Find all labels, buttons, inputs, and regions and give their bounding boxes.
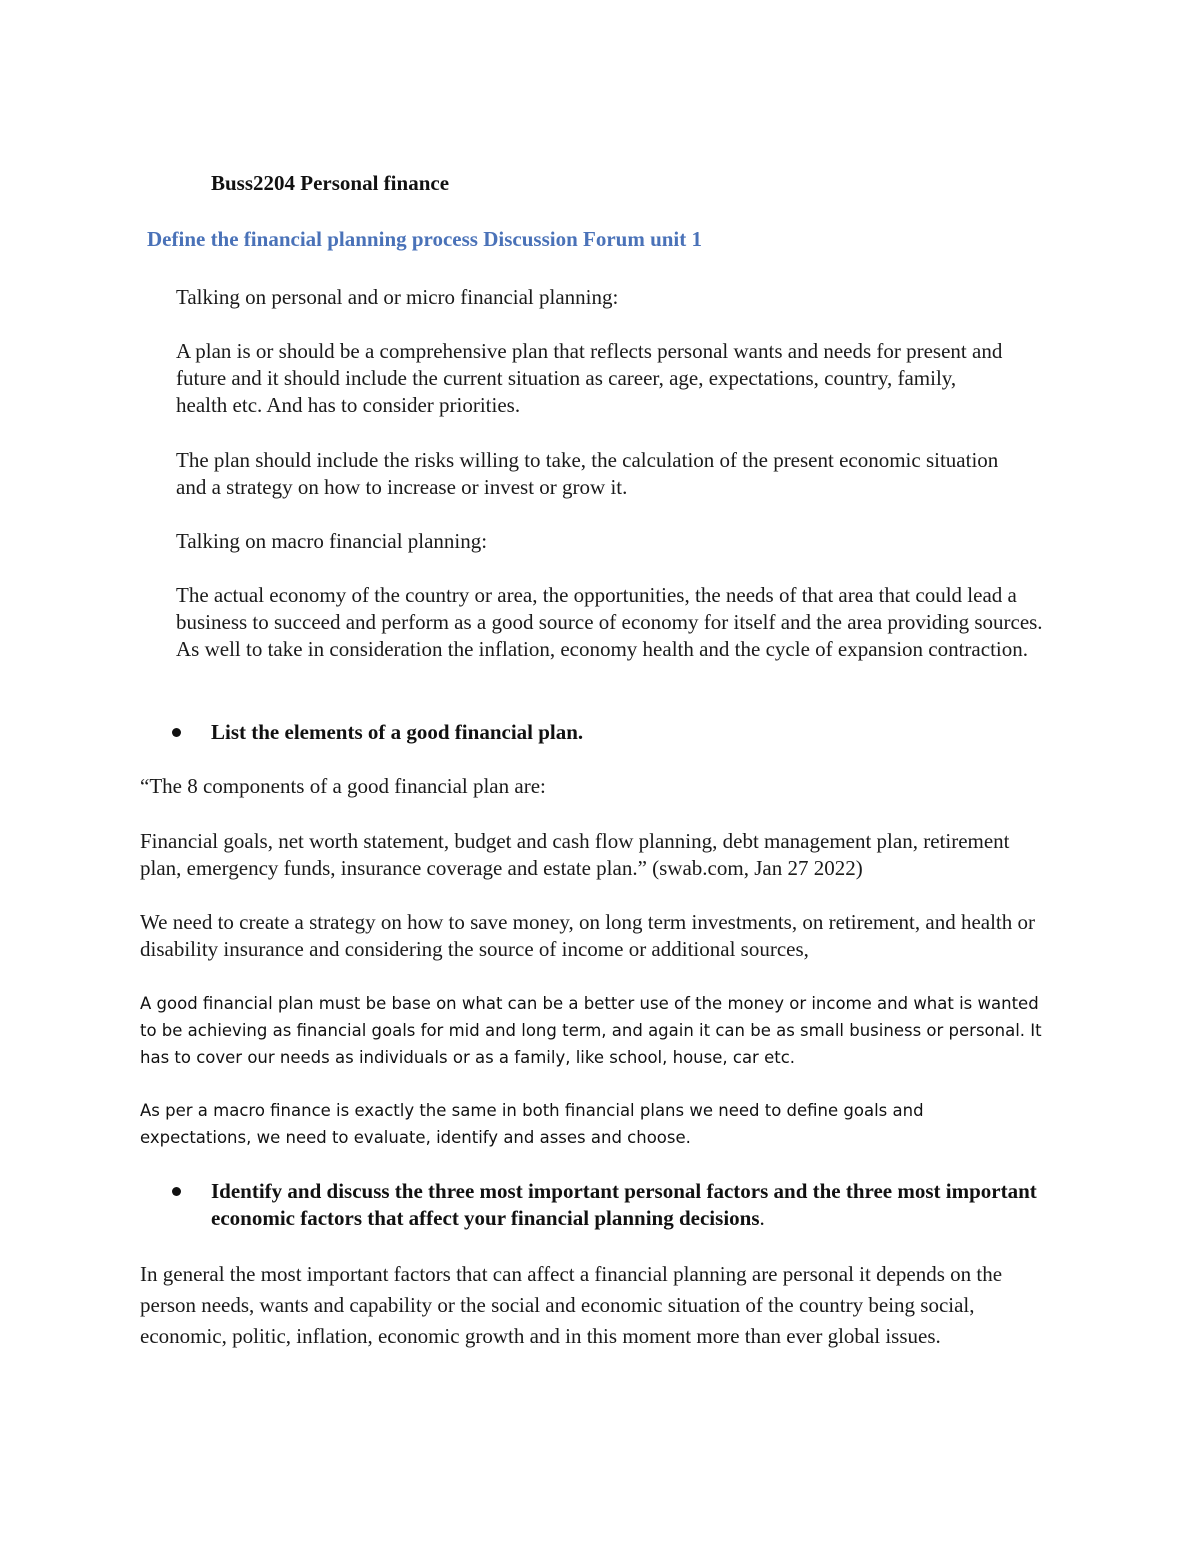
micro-paragraph-1: A plan is or should be a comprehensive plan that reflects personal wants and needs for present and future and it should include the current situation as career, age, expectations, country, family, health etc. And has to consider priorities.	[176, 339, 1003, 417]
factors-answer: In general the most important factors that can affect a financial planning are personal it depends on the person needs, wants and capability or the social and economic situation of the country being social, economic, politic, inflation, economic growth and in this moment more than ever global issues.	[140, 1262, 1003, 1348]
bullet-icon	[172, 1187, 181, 1196]
macro-intro: Talking on macro financial planning:	[176, 529, 488, 553]
assignment-title: Define the financial planning process Discussion Forum unit 1	[147, 227, 703, 251]
macro-paragraph: The actual economy of the country or area, the opportunities, the needs of that area that could lead a business to succeed and perform as a good source of economy for itself and the area providing sources. As well to take in consideration the inflation, economy health and the cycle of expansion contraction.	[176, 583, 1043, 661]
strategy-paragraph: We need to create a strategy on how to save money, on long term investments, on retirement, and health or disability insurance and considering the source of income or additional sources,	[140, 910, 1036, 961]
good-plan-paragraph: A good financial plan must be base on what can be a better use of the money or income and what is wanted to be achieving as financial goals for mid and long term, and again it can be as small business or personal. It has to cover our needs as individuals or as a family, like school, house, car etc.	[140, 994, 1042, 1067]
question-2-period: .	[759, 1206, 765, 1230]
question-2-bold: Identify and discuss the three most important personal factors and the three most important economic factors that affect your financial planning decisions	[211, 1179, 1037, 1230]
micro-intro: Talking on personal and or micro financial planning:	[176, 285, 619, 309]
question-1-bullet	[172, 719, 1071, 746]
macro-note-paragraph: As per a macro finance is exactly the same in both financial plans we need to define goals and expectations, we need to evaluate, identify and asses and choose.	[140, 1101, 924, 1147]
quote-body: Financial goals, net worth statement, budget and cash flow planning, debt management plan, retirement plan, emergency funds, insurance coverage and estate plan.” (swab.com, Jan 27 2022)	[140, 829, 1010, 880]
question-2-text	[211, 1178, 1071, 1232]
quote-intro: “The 8 components of a good financial plan are:	[140, 774, 546, 798]
question-1-text: List the elements of a good financial plan.	[211, 720, 584, 744]
micro-paragraph-2: The plan should include the risks willing to take, the calculation of the present economic situation and a strategy on how to increase or invest or grow it.	[176, 448, 999, 499]
bullet-icon	[172, 728, 181, 737]
question-2-bullet	[172, 1178, 1071, 1232]
course-title: Buss2204 Personal finance	[211, 171, 450, 195]
